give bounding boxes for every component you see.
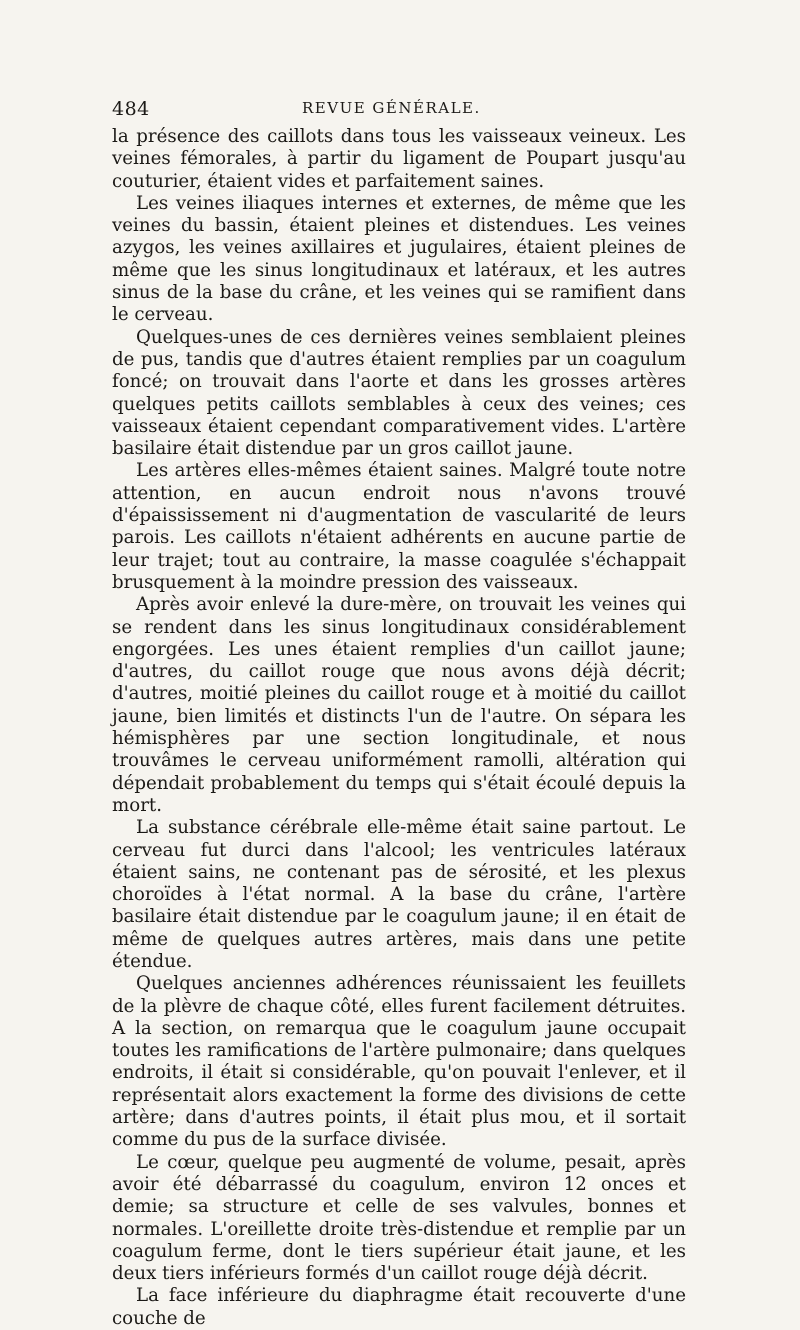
paragraph-1: la présence des caillots dans tous les vaisseaux veineux. Les veines fémorales, à partir du ligament de Poupart jusqu'au couturier, étaient vides et parfaitement saines.	[112, 126, 686, 192]
running-head	[112, 98, 686, 126]
paragraph-5: Après avoir enlevé la dure-mère, on trouvait les veines qui se rendent dans les sinus longitudinaux considérablement engorgées. Les unes étaient remplies d'un caillot jaune; d'autres, du caillot rouge que nous avons déjà décrit; d'autres, moitié pleines du caillot rouge et à moitié du caillot jaune, bien limités et distincts l'un de l'autre. On sépara les hémisphères par une section longitudinale, et nous trouvâmes le cerveau uniformément ramolli, altération qui dépendait probablement du temps qui s'était écoulé depuis la mort.	[112, 594, 686, 816]
running-title: REVUE GÉNÉRALE.	[302, 99, 481, 117]
paragraph-7: Quelques anciennes adhérences réunissaient les feuillets de la plèvre de chaque côté, elles furent facilement détruites. A la section, on remarqua que le coagulum jaune occupait toutes les ramifications de l'artère pulmonaire; dans quelques endroits, il était si considérable, qu'on pouvait l'enlever, et il représentait alors exactement la forme des divisions de cette artère; dans d'autres points, il était plus mou, et il sortait comme du pus de la surface divisée.	[112, 973, 686, 1151]
paragraph-4: Les artères elles-mêmes étaient saines. Malgré toute notre attention, en aucun endroit nous n'avons trouvé d'épaississement ni d'augmentation de vascularité de leurs parois. Les caillots n'étaient adhérents en aucune partie de leur trajet; tout au contraire, la masse coagulée s'échappait brusquement à la moindre pression des vaisseaux.	[112, 460, 686, 593]
paragraph-2: Les veines iliaques internes et externes, de même que les veines du bassin, étaient pleines et distendues. Les veines azygos, les veines axillaires et jugulaires, étaient pleines de même que les sinus longitudinaux et latéraux, et les autres sinus de la base du crâne, et les veines qui se ramifient dans le cerveau.	[112, 192, 686, 326]
paragraph-3: Quelques-unes de ces dernières veines semblaient pleines de pus, tandis que d'autres étaient remplies par un coagulum foncé; on trouvait dans l'aorte et dans les grosses artères quelques petits caillots semblables à ceux des veines; ces vaisseaux étaient cependant comparativement vides. L'artère basilaire était distendue par un gros caillot jaune.	[112, 326, 686, 460]
paragraph-8: Le cœur, quelque peu augmenté de volume, pesait, après avoir été débarrassé du coagulum, environ 12 onces et demie; sa structure et celle de ses valvules, bonnes et normales. L'oreillette droite très-distendue et remplie par un coagulum ferme, dont le tiers supérieur était jaune, et les deux tiers inférieurs formés d'un caillot rouge déjà décrit.	[112, 1151, 686, 1285]
body-text	[112, 126, 686, 1330]
page-number: 484	[112, 98, 150, 120]
paragraph-9: La face inférieure du diaphragme était recouverte d'une couche de	[112, 1285, 686, 1329]
paragraph-6: La substance cérébrale elle-même était saine partout. Le cerveau fut durci dans l'alcool; les ventricules latéraux étaient sains, ne contenant pas de sérosité, et les plexus choroïdes à l'état normal. A la base du crâne, l'artère basilaire était distendue par le coagulum jaune; il en était de même de quelques autres artères, mais dans une petite étendue.	[112, 817, 686, 972]
book-page	[112, 98, 686, 1330]
